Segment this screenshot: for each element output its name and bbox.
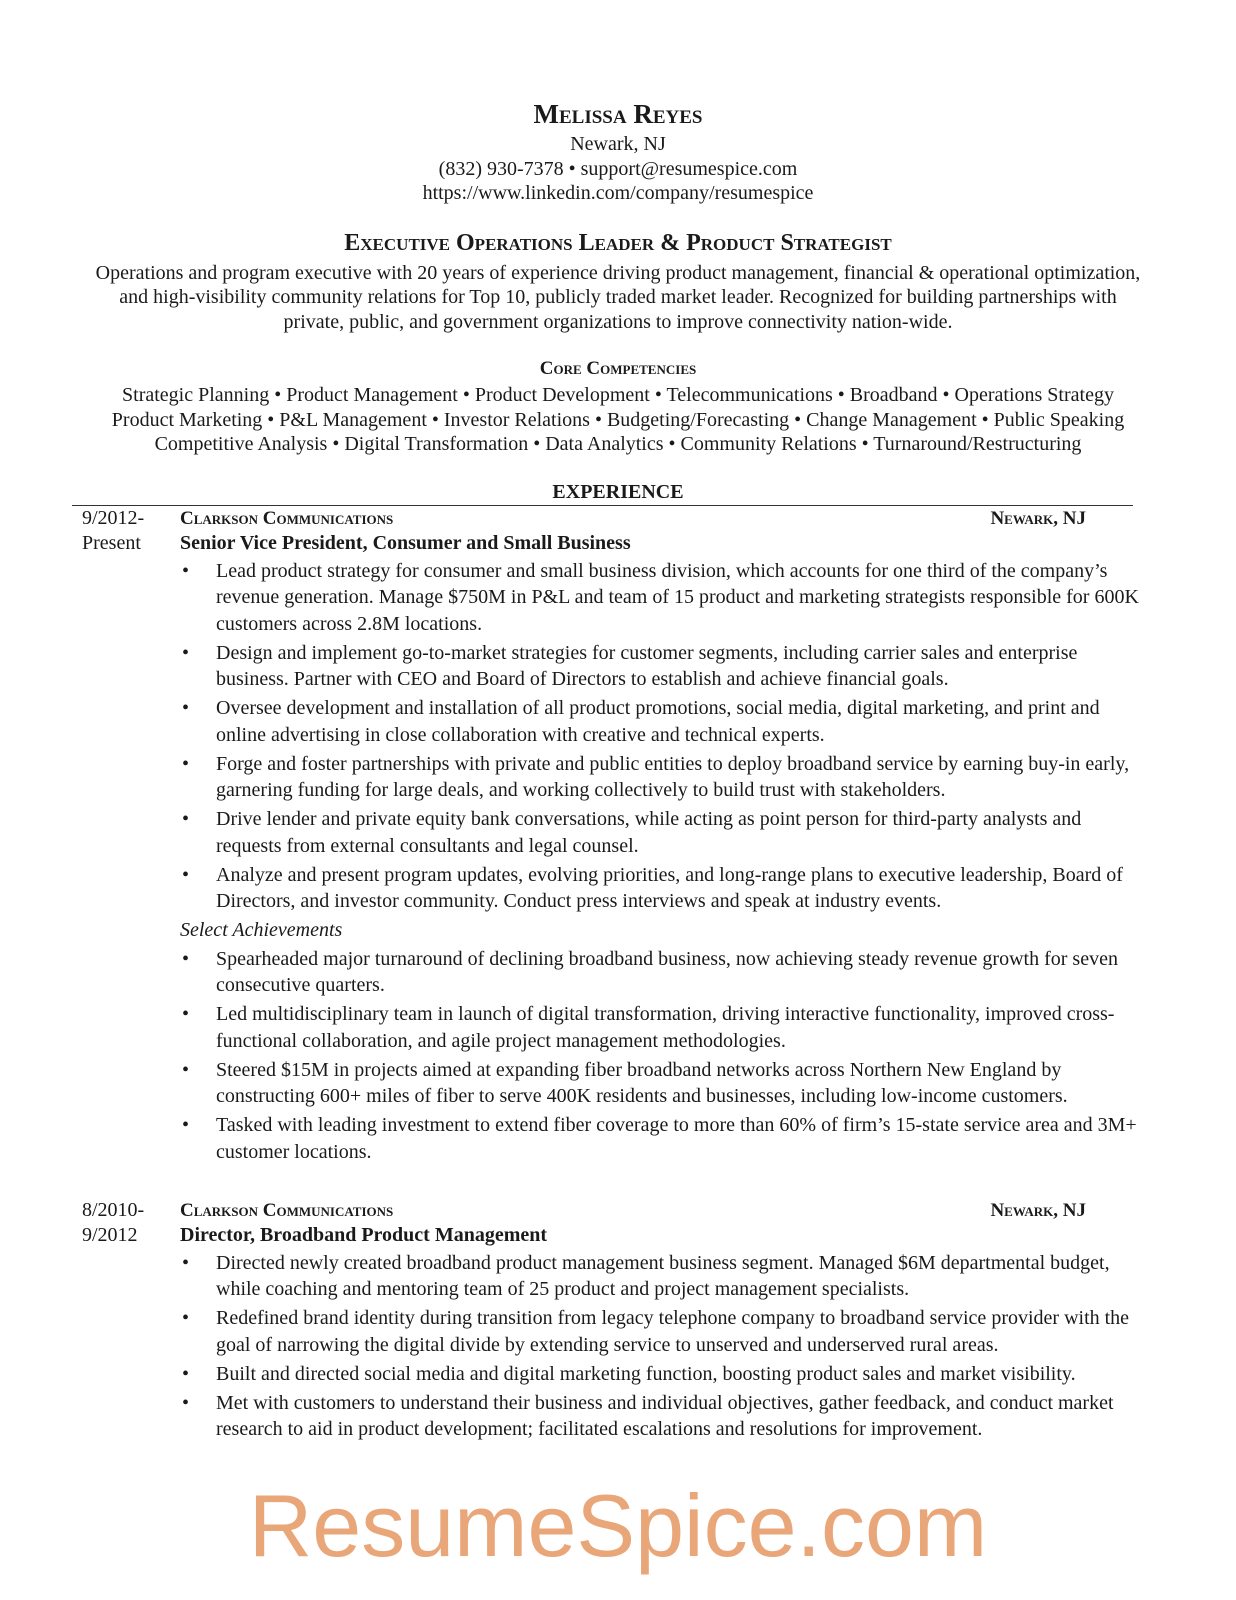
job-location: Newark, NJ [990, 1199, 1086, 1221]
job-bullets [180, 1250, 1140, 1443]
job-entry [82, 1198, 1130, 1446]
bullet: • Directed newly created broadband product management business segment. Managed $6M departmental budget, while coaching and mentoring team of 25 product and project management specialists. [180, 1250, 1140, 1303]
job-dates [82, 506, 180, 1168]
bullet: • Forge and foster partnerships with private and public entities to deploy broadband service by earning buy-in early, garnering funding for large deals, and working collectively to build trust with stakeholders. [180, 751, 1140, 804]
date-start: 8/2010- [82, 1198, 145, 1221]
company: Clarkson Communications [180, 1199, 394, 1221]
achievement: • Steered $15M in projects aimed at expanding fiber broadband networks across Northern New England by constructing 600+ miles of fiber to serve 400K residents and businesses, including low-income customers. [180, 1057, 1140, 1110]
bullet: • Lead product strategy for consumer and small business division, which accounts for one third of the company’s revenue generation. Manage $750M in P&L and team of 15 product and marketing strategists responsible for 600K customers across 2.8M locations. [180, 558, 1140, 638]
linkedin-link[interactable]: https://www.linkedin.com/company/resumespice [422, 182, 814, 204]
job-body [180, 1198, 1130, 1446]
competency-line: Competitive Analysis • Digital Transformation • Data Analytics • Community Relations • Turnaround/Restructuring [154, 433, 1082, 455]
competency-line: Strategic Planning • Product Management • Product Development • Telecommunications • Broadband • Operations Strategy [122, 384, 1114, 406]
date-end: Present [82, 531, 141, 554]
competencies-list [60, 383, 1176, 457]
location: Newark, NJ [570, 133, 666, 155]
date-start: 9/2012- [82, 506, 145, 529]
experience-title: EXPERIENCE [552, 480, 684, 503]
phone-email: (832) 930-7378 • support@resumespice.com [438, 157, 798, 180]
summary: Operations and program executive with 20 years of experience driving product management, financial & operational optimization, and high-visibility community relations for Top 10, publicly traded market leader. Recognized for building partnerships with private, public, and government organizations to improve connectivity nation-wide. [95, 261, 1141, 333]
bullet: • Oversee development and installation of all product promotions, social media, digital marketing, and print and online advertising in close collaboration with creative and technical experts. [180, 695, 1140, 748]
job-dates [82, 1198, 180, 1446]
job-body [180, 506, 1139, 1168]
achievement: • Tasked with leading investment to extend fiber coverage to more than 60% of firm’s 15-state service area and 3M+ customer locations. [180, 1112, 1140, 1165]
bullet: • Design and implement go-to-market strategies for customer segments, including carrier sales and enterprise business. Partner with CEO and Board of Directors to establish and achieve financial goals. [180, 640, 1140, 693]
bullet: • Redefined brand identity during transition from legacy telephone company to broadband service provider with the goal of narrowing the digital divide by extending service to unserved and underserved rural areas. [180, 1305, 1140, 1358]
competencies-title: Core Competencies [539, 358, 697, 379]
bullet: • Met with customers to understand their business and individual objectives, gather feedback, and conduct market research to aid in product development; facilitated escalations and resolutions for improvement. [180, 1390, 1140, 1443]
candidate-name: Melissa Reyes [533, 99, 703, 129]
bullet: • Drive lender and private equity bank conversations, while acting as point person for third-party analysts and requests from external consultants and legal counsel. [180, 806, 1140, 859]
job-bullets [180, 558, 1140, 1166]
job-header-row [180, 1198, 1086, 1223]
job-title: Director, Broadband Product Management [180, 1223, 548, 1246]
competency-line: Product Marketing • P&L Management • Investor Relations • Budgeting/Forecasting • Change Management • Public Speaking [111, 408, 1125, 431]
job-entry [82, 506, 1139, 1168]
job-title: Senior Vice President, Consumer and Small Business [180, 531, 631, 554]
job-header-row [180, 506, 1086, 531]
achievement: • Spearheaded major turnaround of declining broadband business, now achieving steady revenue growth for seven consecutive quarters. [180, 946, 1140, 999]
watermark: ResumeSpice.com [248, 1476, 988, 1575]
company: Clarkson Communications [180, 507, 394, 529]
date-end: 9/2012 [82, 1223, 138, 1246]
contact-block [0, 132, 1236, 206]
achievements-label: Select Achievements [180, 919, 343, 941]
achievement: • Led multidisciplinary team in launch of digital transformation, driving interactive functionality, improved cross-functional collaboration, and agile project management methodologies. [180, 1001, 1140, 1054]
bullet: • Analyze and present program updates, evolving priorities, and long-range plans to executive leadership, Board of Directors, and investor community. Conduct press interviews and speak at industry events. [180, 862, 1140, 915]
headline: Executive Operations Leader & Product Strategist [344, 229, 892, 256]
job-location: Newark, NJ [990, 507, 1086, 529]
bullet: • Built and directed social media and digital marketing function, boosting product sales and market visibility. [180, 1361, 1140, 1388]
